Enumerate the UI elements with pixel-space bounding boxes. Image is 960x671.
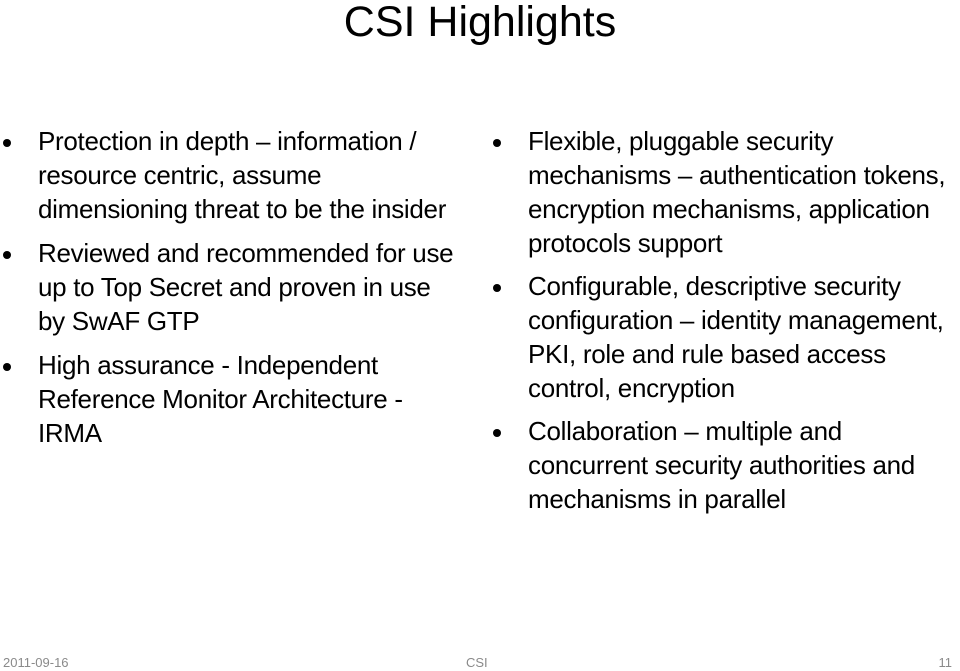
footer-date: 2011-09-16 [3,655,69,670]
right-bullet-list [482,124,952,516]
page-number: 11 [938,655,952,670]
bullet-item [0,236,458,338]
bullet-item [0,348,458,450]
bullet-item [482,124,952,260]
slide-title: CSI Highlights [343,0,617,46]
bullet-text: Protection in depth – information / resource centric, assume dimensioning threat to be the insider [38,126,447,224]
bullet-text: Reviewed and recommended for use up to Top Secret and proven in use by SwAF GTP [38,238,454,336]
bullet-point-icon [493,429,501,437]
bullet-text: High assurance - Independent Reference Monitor Architecture - IRMA [38,350,403,448]
bullet-text: Flexible, pluggable security mechanisms – authentication tokens, encryption mechanisms, application protocols support [528,126,946,258]
bullet-point-icon [493,139,501,147]
bullet-text: Collaboration – multiple and concurrent security authorities and mechanisms in parallel [528,416,915,514]
bullet-point-icon [3,139,11,147]
bullet-item [0,124,458,226]
bullet-point-icon [3,363,11,371]
bullet-point-icon [3,251,11,259]
left-bullet-list [0,124,458,450]
bullet-item [482,269,952,405]
bullet-point-icon [493,284,501,292]
footer-center-label: CSI [466,655,488,670]
bullet-item [482,414,952,516]
bullet-text: Configurable, descriptive security configuration – identity management, PKI, role and rule based access control, encryption [528,271,944,403]
